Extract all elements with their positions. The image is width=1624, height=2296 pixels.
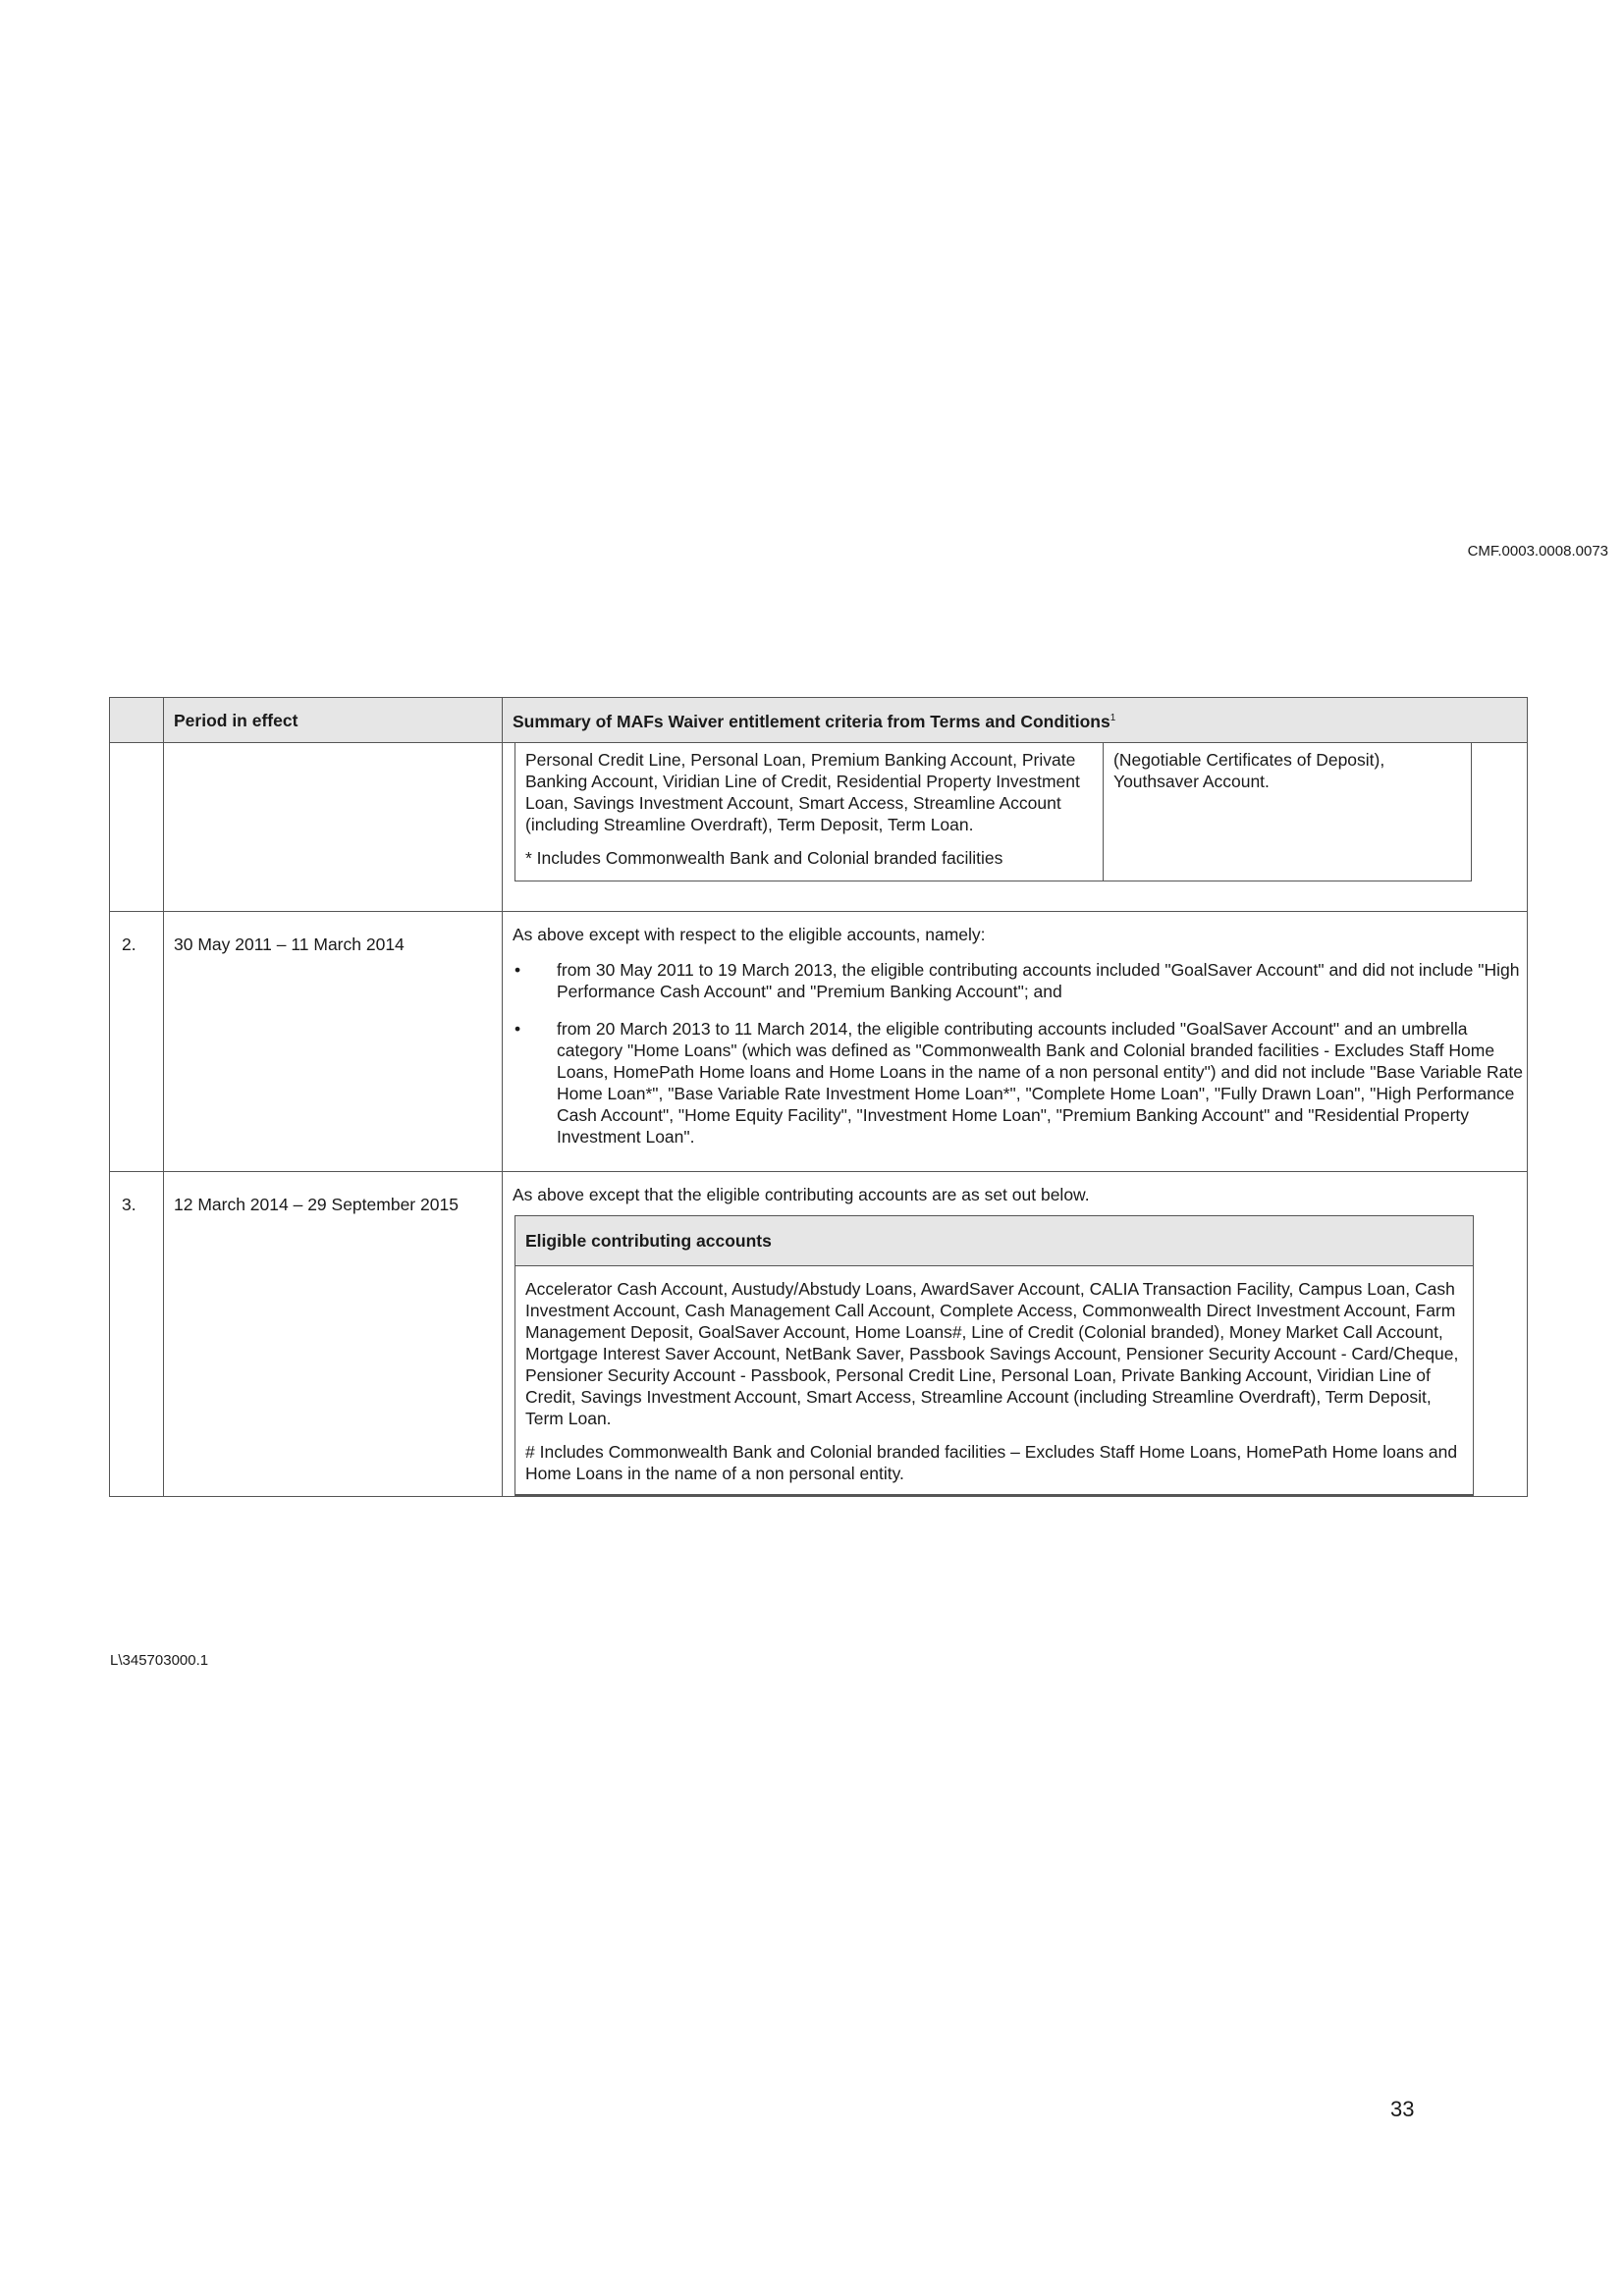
row2-summary xyxy=(503,912,1528,1172)
table-row-3 xyxy=(110,1172,1528,1497)
bullet-icon: • xyxy=(514,1019,521,1039)
table-header-row xyxy=(110,698,1528,743)
header-summary-text: Summary of MAFs Waiver entitlement criteria from Terms and Conditions xyxy=(513,711,1110,731)
document-reference: CMF.0003.0008.0073 xyxy=(1467,543,1608,560)
row3-intro: As above except that the eligible contributing accounts are as set out below. xyxy=(513,1185,1090,1204)
list-item xyxy=(513,959,1527,1002)
eligible-accounts-body xyxy=(515,1266,1473,1494)
row2-number: 2. xyxy=(110,912,164,1172)
row1-period xyxy=(164,743,503,912)
row2-bullet-2-text: from 20 March 2013 to 11 March 2014, the eligible contributing accounts included "GoalSaver Account" and an umbrella category "Home Loans" (which was defined as "Commonwealth Bank and Colonial branded facilities - Excludes Staff Home Loans, HomePath Home loans and Home Loans in the name of a non personal entity") and did not include "Base Variable Rate Home Loan*", "Base Variable Rate Investment Home Loan*", "Complete Home Loan", "Fully Drawn Loan", "High Performance Cash Account", "Home Equity Facility", "Investment Home Loan", "Premium Banking Account" and "Residential Property Investment Loan". xyxy=(557,1019,1523,1147)
row3-number: 3. xyxy=(110,1172,164,1497)
row1-accounts-left xyxy=(515,743,1104,881)
row2-bullet-1-text: from 30 May 2011 to 19 March 2013, the eligible contributing accounts included "GoalSaver Account" and did not include "High Performance Cash Account" and "Premium Banking Account"; and xyxy=(557,960,1520,1001)
row3-summary xyxy=(503,1172,1528,1497)
page-number: 33 xyxy=(1390,2097,1415,2121)
eligible-accounts-title: Eligible contributing accounts xyxy=(515,1216,1473,1266)
row2-period: 30 May 2011 – 11 March 2014 xyxy=(164,912,503,1172)
row2-criteria-list xyxy=(513,959,1527,1171)
eligible-accounts-note: # Includes Commonwealth Bank and Colonial branded facilities – Excludes Staff Home Loans, HomePath Home loans and Home Loans in the name of a non personal entity. xyxy=(525,1442,1458,1483)
header-footnote-marker: 1 xyxy=(1110,713,1116,724)
waiver-criteria-table xyxy=(109,697,1528,1497)
eligible-accounts-box xyxy=(514,1215,1474,1496)
row2-intro: As above except with respect to the eligible accounts, namely: xyxy=(513,925,986,944)
table-row-2 xyxy=(110,912,1528,1172)
row1-accounts-subtable xyxy=(514,743,1472,881)
row1-accounts-list-right: (Negotiable Certificates of Deposit), Youthsaver Account. xyxy=(1113,750,1385,791)
table-row-1 xyxy=(110,743,1528,912)
list-item xyxy=(513,1018,1527,1148)
row3-period: 12 March 2014 – 29 September 2015 xyxy=(164,1172,503,1497)
row1-number xyxy=(110,743,164,912)
footer-reference: L\345703000.1 xyxy=(110,1652,209,1669)
header-period: Period in effect xyxy=(164,698,503,743)
row1-accounts-note: * Includes Commonwealth Bank and Colonial branded facilities xyxy=(525,848,1003,868)
bullet-icon: • xyxy=(514,960,521,980)
row1-accounts-right xyxy=(1104,743,1472,881)
header-summary xyxy=(503,698,1528,743)
row1-summary xyxy=(503,743,1528,912)
eligible-accounts-list: Accelerator Cash Account, Austudy/Abstudy Loans, AwardSaver Account, CALIA Transaction Facility, Campus Loan, Cash Investment Account, Cash Management Call Account, Complete Access, Commonwealth Direct Investment Account, Farm Management Deposit, GoalSaver Account, Home Loans#, Line of Credit (Colonial branded), Money Market Call Account, Mortgage Interest Saver Account, NetBank Saver, Passbook Savings Account, Pensioner Security Account - Card/Cheque, Pensioner Security Account - Passbook, Personal Credit Line, Personal Loan, Private Banking Account, Viridian Line of Credit, Savings Investment Account, Smart Access, Streamline Account (including Streamline Overdraft), Term Deposit, Term Loan. xyxy=(525,1279,1459,1428)
header-number xyxy=(110,698,164,743)
row1-accounts-list: Personal Credit Line, Personal Loan, Premium Banking Account, Private Banking Account, Viridian Line of Credit, Residential Property Investment Loan, Savings Investment Account, Smart Access, Streamline Account (including Streamline Overdraft), Term Deposit, Term Loan. xyxy=(525,750,1080,834)
